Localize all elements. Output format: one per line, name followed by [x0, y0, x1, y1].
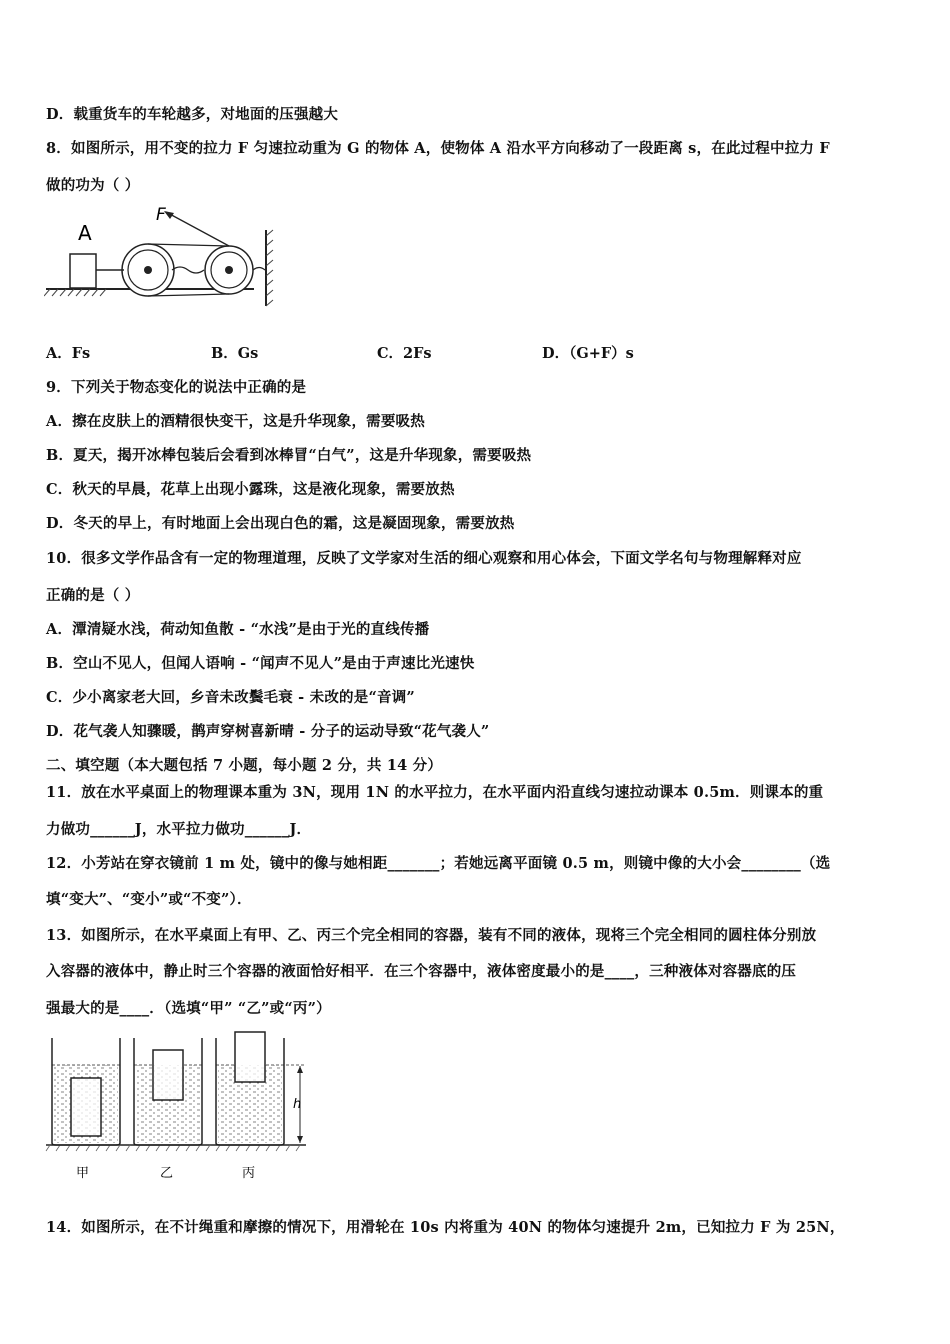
q9-option-b: B．夏天，揭开冰棒包装后会看到冰棒冒“白气”，这是升华现象，需要吸热	[46, 447, 532, 464]
q8-pulley-figure	[44, 200, 279, 310]
height-label-h: h	[293, 1097, 302, 1112]
q14-stem-line1: 14．如图所示，在不计绳重和摩擦的情况下，用滑轮在 10s 内将重为 40N 的物体匀速提升 2m，已知拉力 F 为 25N，	[46, 1219, 845, 1236]
q9-stem: 9．下列关于物态变化的说法中正确的是	[46, 379, 307, 396]
q8-option-b: B．Gs	[211, 345, 259, 362]
q13-stem-line1: 13．如图所示，在水平桌面上有甲、乙、丙三个完全相同的容器，装有不同的液体，现将三个完全相同的圆柱体分别放	[46, 927, 817, 944]
q8-option-a: A．Fs	[46, 345, 91, 362]
q7-option-d: D．载重货车的车轮越多，对地面的压强越大	[46, 106, 339, 123]
q8-option-d: D．（G+F）s	[542, 345, 634, 362]
q10-option-d: D．花气袭人知骤暖，鹊声穿树喜新晴 - 分子的运动导致“花气袭人”	[46, 723, 490, 740]
q9-option-a: A．擦在皮肤上的酒精很快变干，这是升华现象，需要吸热	[46, 413, 425, 430]
q8-option-c: C．2Fs	[377, 345, 432, 362]
q10-stem-line1: 10．很多文学作品含有一定的物理道理，反映了文学家对生活的细心观察和用心体会，下面文学名句与物理解释对应	[46, 550, 802, 567]
force-f-label: F	[156, 205, 166, 225]
container-label-jia: 甲	[76, 1166, 90, 1181]
q12-stem-line1: 12．小芳站在穿衣镜前 1 m 处，镜中的像与她相距_______；若她远离平面镜 0.5 m，则镜中像的大小会________（选	[46, 855, 831, 872]
q9-option-d: D．冬天的早上，有时地面上会出现白色的霜，这是凝固现象，需要放热	[46, 515, 515, 532]
q10-option-b: B．空山不见人，但闻人语响 - “闻声不见人”是由于声速比光速快	[46, 655, 475, 672]
q13-stem-line3: 强最大的是____．（选填“甲” “乙”或“丙”）	[46, 1000, 331, 1017]
q10-option-c: C．少小离家老大回，乡音未改鬓毛衰 - 未改的是“音调”	[46, 689, 415, 706]
q13-containers-figure	[44, 1030, 312, 1185]
q11-stem-line1: 11．放在水平桌面上的物理课本重为 3N，现用 1N 的水平拉力，在水平面内沿直线匀速拉动课本 0.5m．则课本的重	[46, 784, 824, 801]
block-a	[70, 254, 96, 288]
container-label-yi: 乙	[160, 1166, 174, 1181]
q8-stem-line1: 8．如图所示，用不变的拉力 F 匀速拉动重为 G 的物体 A，使物体 A 沿水平方向移动了一段距离 s，在此过程中拉力 F	[46, 140, 830, 157]
q8-stem-line2: 做的功为（ ）	[46, 177, 140, 194]
q10-option-a: A．潭清疑水浅，荷动知鱼散 - “水浅”是由于光的直线传播	[46, 621, 430, 638]
q10-stem-line2: 正确的是（ ）	[46, 587, 140, 604]
q12-stem-line2: 填“变大”、“变小”或“不变”）．	[46, 891, 252, 908]
q11-stem-line2: 力做功______J，水平拉力做功______J．	[46, 821, 312, 838]
block-a-label: A	[78, 221, 92, 245]
q13-stem-line2: 入容器的液体中，静止时三个容器的液面恰好相平．在三个容器中，液体密度最小的是____，三种液体对容器底的压	[46, 963, 797, 980]
section-2-heading: 二、填空题（本大题包括 7 小题，每小题 2 分，共 14 分）	[46, 757, 443, 774]
q9-option-c: C．秋天的早晨，花草上出现小露珠，这是液化现象，需要放热	[46, 481, 455, 498]
container-label-bing: 丙	[242, 1166, 256, 1181]
